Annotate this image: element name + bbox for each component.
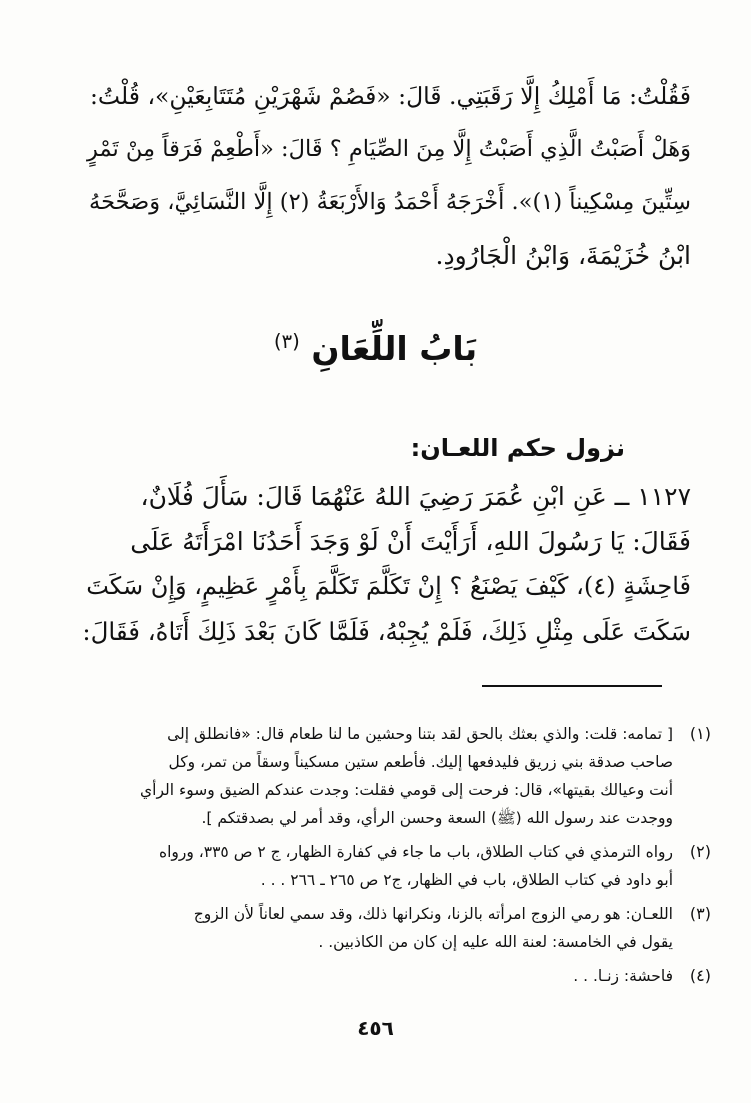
footnote-3	[80, 900, 711, 956]
text-line: فَاحِشَةٍ (٤)، كَيْفَ يَصْنَعُ ؟ إِنْ تَكَلَّمَ تَكَلَّمَ بِأَمْرٍ عَظِيمٍ، وَإِنْ سَكَتَ	[86, 572, 691, 600]
footnote-4	[80, 962, 711, 990]
footnotes	[80, 720, 711, 996]
footnote-number: (٤)	[689, 966, 711, 985]
text-line: فَقَالَ: يَا رَسُولَ اللهِ، أَرَأَيْتَ أَنْ لَوْ وَجَدَ أَحَدُنَا امْرَأَتَهُ عَلَى	[130, 527, 691, 556]
footnote-line: يقول في الخامسة: لعنة الله عليه إن كان من الكاذبين. .	[318, 933, 673, 951]
footnote-line: أبو داود في كتاب الطلاق، باب في الظهار، ج٢ ص ٢٦٥ ـ ٢٦٦ . . .	[260, 871, 673, 889]
chapter-title: بَابُ اللِّعَانِ	[311, 329, 478, 368]
section-subheading: نزول حكم اللعـان:	[410, 434, 625, 462]
text-line: ١١٢٧ ــ عَنِ ابْنِ عُمَرَ رَضِيَ اللهُ عَنْهُمَا قَالَ: سَأَلَ فُلَانٌ،	[140, 482, 691, 511]
hadith-paragraph	[80, 482, 691, 662]
text-line: فَقُلْتُ: مَا أَمْلِكُ إِلَّا رَقَبَتِي. قَالَ: «فَصُمْ شَهْرَيْنِ مُتَتَابِعَيْنِ»، قُلْتُ:	[89, 82, 691, 110]
footnote-line: رواه الترمذي في كتاب الطلاق، باب ما جاء في كفارة الظهار، ج ٢ ص ٣٣٥، ورواه	[158, 843, 673, 861]
text-line: سِتِّينَ مِسْكِيناً (١)». أَخْرَجَهُ أَحْمَدُ وَالأَرْبَعَةُ (٢) إِلَّا النَّسَائِيَّ، وَصَحَّحَهُ	[89, 189, 691, 215]
page-number: ٤٥٦	[357, 1016, 394, 1040]
footnote-line: اللعـان: هو رمي الزوج امرأته بالزنا، ونكرانها ذلك، وقد سمي لعاناً لأن الزوج	[193, 905, 673, 923]
footnote-number: (١)	[689, 724, 711, 743]
chapter-footnote-ref: (٣)	[273, 330, 300, 353]
footnote-number: (٣)	[689, 904, 711, 923]
footnote-line: فاحشة: زنـا. . .	[573, 967, 673, 985]
text-line: سَكَتَ عَلَى مِثْلِ ذَلِكَ، فَلَمْ يُجِبْهُ، فَلَمَّا كَانَ بَعْدَ ذَلِكَ أَتَاهُ، فَقَالَ:	[82, 617, 691, 646]
footnote-divider	[482, 685, 662, 687]
footnote-line: ووجدت عند رسول الله (ﷺ) السعة وحسن الرأي، وقد أمر لي بصدقتكم ].	[201, 809, 673, 827]
text-line: ابْنُ خُزَيْمَةَ، وَابْنُ الْجَارُودِ.	[435, 241, 691, 270]
chapter-heading	[0, 322, 751, 369]
continued-paragraph	[80, 82, 691, 294]
footnote-2	[80, 838, 711, 894]
footnote-line: [ تمامه: قلت: والذي بعثك بالحق لقد بتنا وحشين ما لنا طعام قال: «فانطلق إلى	[167, 725, 673, 743]
footnote-line: أنت وعيالك بقيتها»، قال: فرحت إلى قومي فقلت: وجدت عندكم الضيق وسوء الرأي	[140, 781, 673, 799]
footnote-line: صاحب صدقة بني زريق فليدفعها إليك. فأطعم ستين مسكيناً وسقاً من تمر، وكل	[168, 753, 673, 771]
footnote-1	[80, 720, 711, 832]
text-line: وَهَلْ أَصَبْتُ الَّذِي أَصَبْتُ إِلَّا مِنَ الصِّيَامِ ؟ قَالَ: «أَطْعِمْ فَرَقاً مِنْ تَمْرٍ	[87, 136, 691, 162]
footnote-number: (٢)	[689, 842, 711, 861]
